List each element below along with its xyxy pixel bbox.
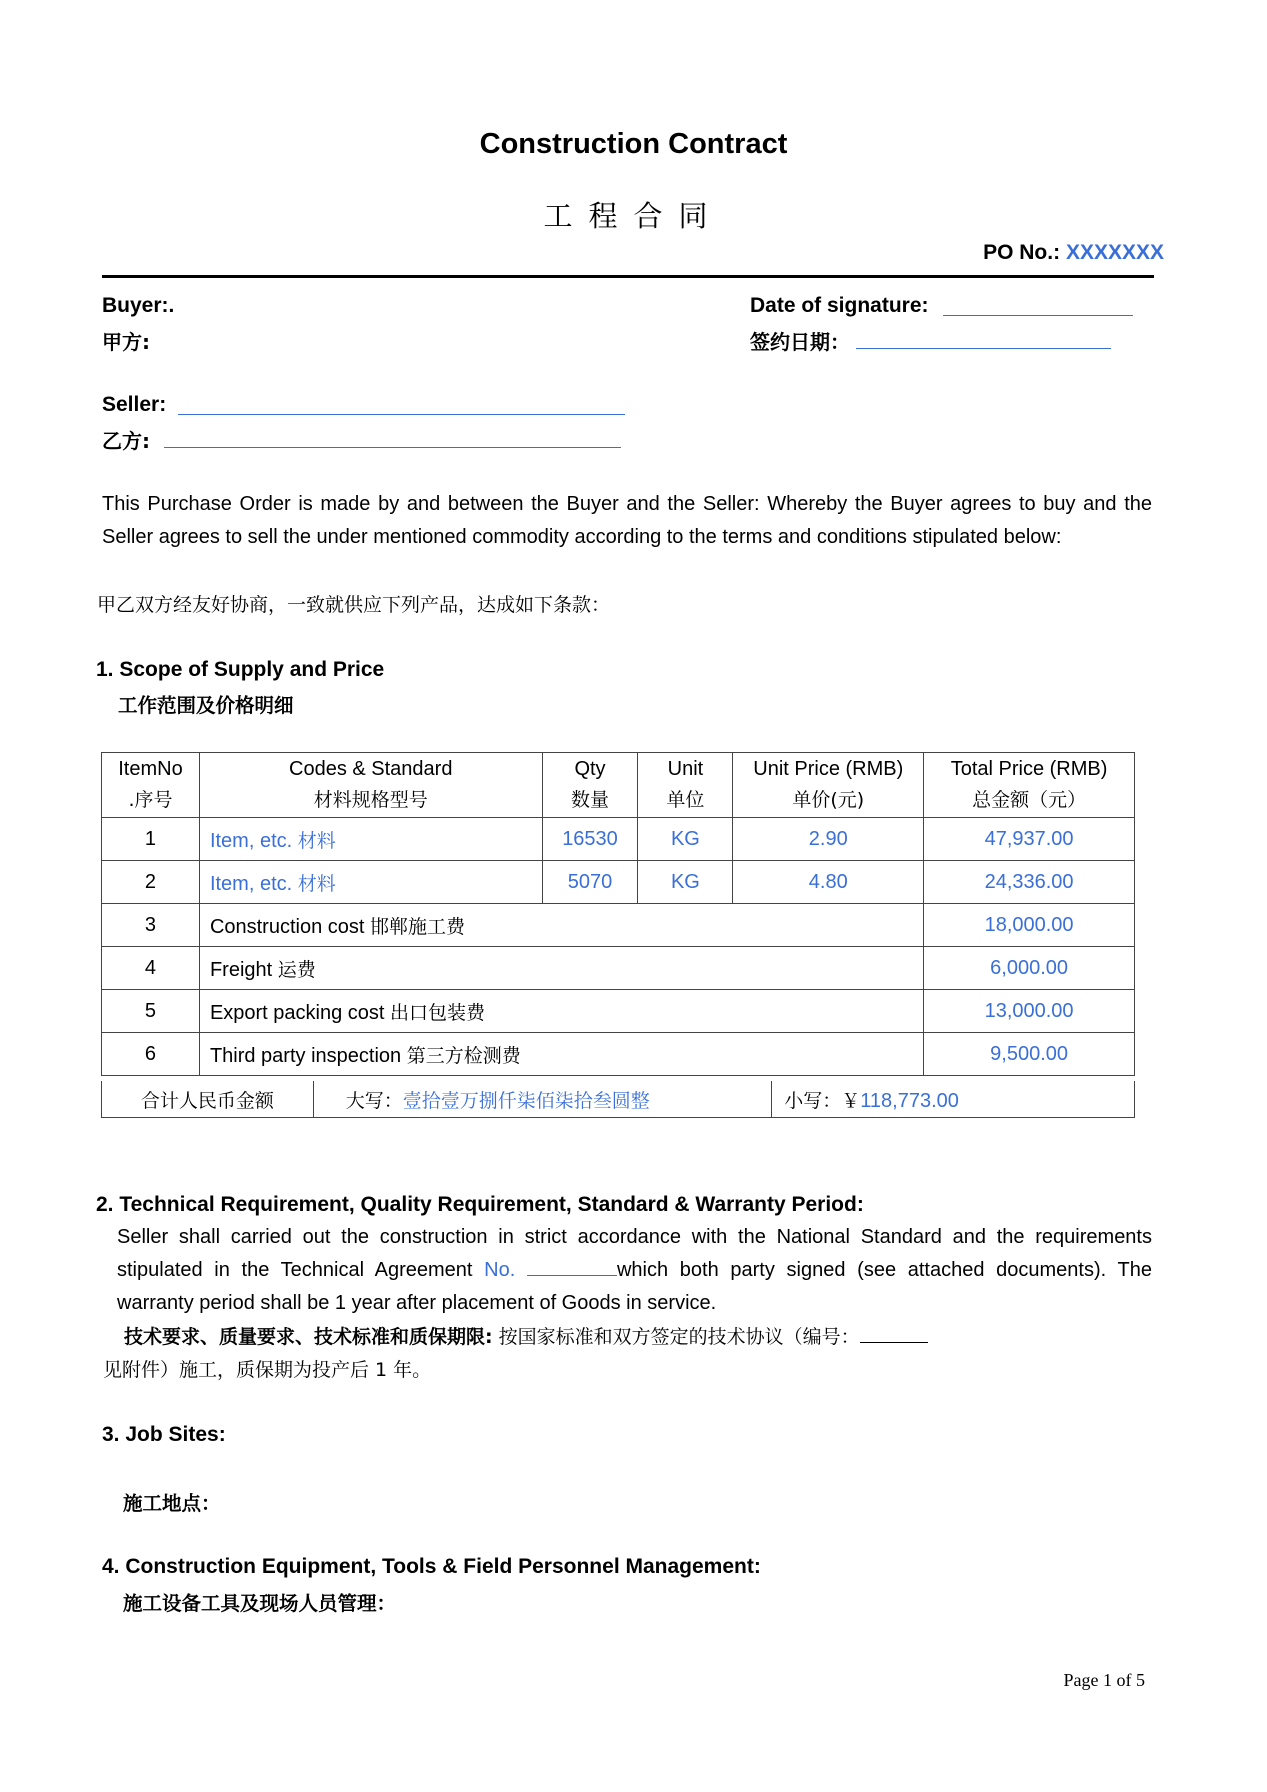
document-title: Construction Contract — [479, 128, 788, 160]
item-unit-cell: KG — [638, 861, 733, 904]
grand-total-row — [101, 1081, 1135, 1118]
item-qty-cell: 16530 — [542, 818, 638, 861]
cost-desc-cell: Construction cost 邯郸施工费 — [199, 904, 923, 947]
section-2-zh-line-1: 技术要求、质量要求、技术标准和质保期限: 按国家标准和双方签定的技术协议（编号： — [124, 1322, 928, 1349]
item-no-cell: 4 — [102, 947, 200, 990]
buyer-label-zh: 甲方: — [102, 330, 150, 354]
section-3-title-zh: 施工地点： — [123, 1492, 221, 1515]
document-title-zh: 工程合同 — [543, 199, 724, 233]
agreement-number-field[interactable] — [527, 1257, 617, 1276]
grand-total-words: 大写：壹拾壹万捌仟柒佰柒拾叁圆整 — [313, 1081, 772, 1118]
grand-total-figure: 小写：￥118,773.00 — [772, 1081, 1135, 1118]
section-4-title: 4. Construction Equipment, Tools & Field Personnel Management: — [102, 1555, 761, 1578]
header-total-price: Total Price (RMB) 总金额（元） — [924, 753, 1135, 818]
table-row — [102, 861, 1135, 904]
table-row — [102, 1033, 1135, 1076]
item-no-cell: 1 — [102, 818, 200, 861]
po-number[interactable]: XXXXXXX — [1065, 241, 1164, 264]
item-qty-cell: 5070 — [542, 861, 638, 904]
header-unit-price: Unit Price (RMB) 单价(元) — [733, 753, 924, 818]
header-item-no: ItemNo .序号 — [102, 753, 200, 818]
table-header-row — [102, 753, 1135, 818]
cost-total-cell: 6,000.00 — [924, 947, 1135, 990]
item-total-cell: 47,937.00 — [924, 818, 1135, 861]
date-label: Date of signature: — [750, 294, 929, 317]
header-qty: Qty 数量 — [542, 753, 638, 818]
table-row — [102, 904, 1135, 947]
date-signature-field[interactable] — [943, 315, 1133, 316]
item-no-cell: 3 — [102, 904, 200, 947]
intro-paragraph-zh: 甲乙双方经友好协商，一致就供应下列产品，达成如下条款： — [97, 594, 611, 616]
item-no-cell: 5 — [102, 990, 200, 1033]
page-number: Page 1 of 5 — [1063, 1670, 1145, 1690]
po-number-line — [983, 241, 1164, 265]
table-row — [102, 818, 1135, 861]
item-unit-price-cell: 2.90 — [733, 818, 924, 861]
section-2-paragraph: Seller shall carried out the construction in strict accordance with the National Standard and the requirements stipulated in the Technical Agreement No. which both party signed (see attached documents). The warranty period shall be 1 year after placement of Goods in service. — [117, 1226, 1152, 1314]
item-unit-cell: KG — [638, 818, 733, 861]
price-table — [101, 752, 1135, 1076]
section-1-title-zh: 工作范围及价格明细 — [118, 694, 294, 717]
intro-paragraph: This Purchase Order is made by and between the Buyer and the Seller: Whereby the Buyer agrees to buy and the Seller agrees to sell the under mentioned commodity according to the terms and conditions stipulated below: — [102, 493, 1152, 548]
cost-desc-cell: Freight 运费 — [199, 947, 923, 990]
date-label-zh: 签约日期： — [750, 330, 850, 354]
cost-total-cell: 18,000.00 — [924, 904, 1135, 947]
seller-label: Seller: — [102, 393, 167, 416]
section-2-zh-line-2: 见附件）施工，质保期为投产后 1 年。 — [103, 1359, 432, 1381]
table-row — [102, 947, 1135, 990]
header-divider — [102, 275, 1154, 278]
section-1-title: 1. Scope of Supply and Price — [96, 658, 385, 681]
section-2-title: 2. Technical Requirement, Quality Requirement, Standard & Warranty Period: — [96, 1193, 864, 1216]
buyer-label: Buyer:. — [102, 294, 175, 317]
cost-desc-cell: Export packing cost 出口包装费 — [199, 990, 923, 1033]
seller-field-zh[interactable] — [164, 447, 621, 448]
header-unit: Unit 单位 — [638, 753, 733, 818]
item-desc-cell: Item, etc. 材料 — [199, 818, 542, 861]
cost-total-cell: 13,000.00 — [924, 990, 1135, 1033]
cost-desc-cell: Third party inspection 第三方检测费 — [199, 1033, 923, 1076]
section-3-title: 3. Job Sites: — [102, 1423, 226, 1446]
item-no-cell: 2 — [102, 861, 200, 904]
item-total-cell: 24,336.00 — [924, 861, 1135, 904]
po-label: PO No.: — [983, 241, 1061, 264]
seller-label-zh: 乙方: — [102, 429, 150, 453]
agreement-number-field-zh[interactable] — [860, 1326, 928, 1343]
date-signature-field-zh[interactable] — [856, 348, 1111, 349]
section-4-title-zh: 施工设备工具及现场人员管理： — [123, 1592, 397, 1615]
header-codes-standard: Codes & Standard 材料规格型号 — [199, 753, 542, 818]
seller-field[interactable] — [178, 414, 625, 415]
grand-total-label: 合计人民币金额 — [102, 1081, 314, 1118]
table-row — [102, 990, 1135, 1033]
item-desc-cell: Item, etc. 材料 — [199, 861, 542, 904]
item-unit-price-cell: 4.80 — [733, 861, 924, 904]
cost-total-cell: 9,500.00 — [924, 1033, 1135, 1076]
item-no-cell: 6 — [102, 1033, 200, 1076]
